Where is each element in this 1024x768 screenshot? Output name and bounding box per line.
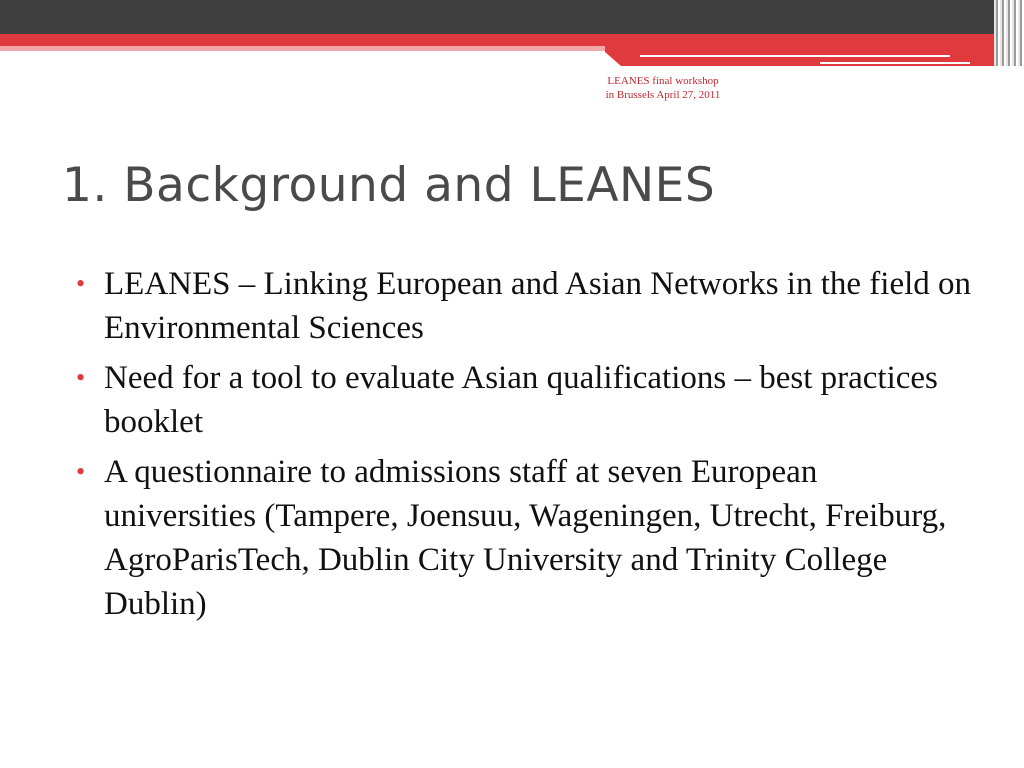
header-divider-line-short — [820, 62, 970, 64]
round-bullet-icon: • — [76, 363, 86, 392]
bullet-text: LEANES – Linking European and Asian Networks in the field on Environmental Sciences — [104, 266, 972, 346]
bullet-item — [74, 356, 974, 444]
header-pink-bar — [0, 46, 605, 51]
bullet-list — [74, 262, 974, 632]
header-note-line1: LEANES final workshop — [607, 75, 719, 87]
round-bullet-icon: • — [76, 457, 86, 486]
slide-title: 1. Background and LEANES — [62, 158, 716, 213]
header-note-line2: in Brussels April 27, 2011 — [605, 89, 721, 101]
bullet-item — [74, 450, 974, 626]
header-divider-line — [640, 55, 950, 57]
round-bullet-icon: • — [76, 269, 86, 298]
header-stripes — [994, 0, 1024, 66]
header-dark-bar — [0, 0, 1024, 34]
header-red-bar — [0, 34, 1024, 46]
bullet-text: Need for a tool to evaluate Asian qualifications – best practices booklet — [104, 360, 938, 440]
header-note — [560, 74, 766, 102]
bullet-item — [74, 262, 974, 350]
bullet-text: A questionnaire to admissions staff at seven European universities (Tampere, Joensuu, Wageningen, Utrecht, Freiburg, AgroParisTech, Dublin City University and Trinity College Dublin) — [104, 454, 947, 622]
